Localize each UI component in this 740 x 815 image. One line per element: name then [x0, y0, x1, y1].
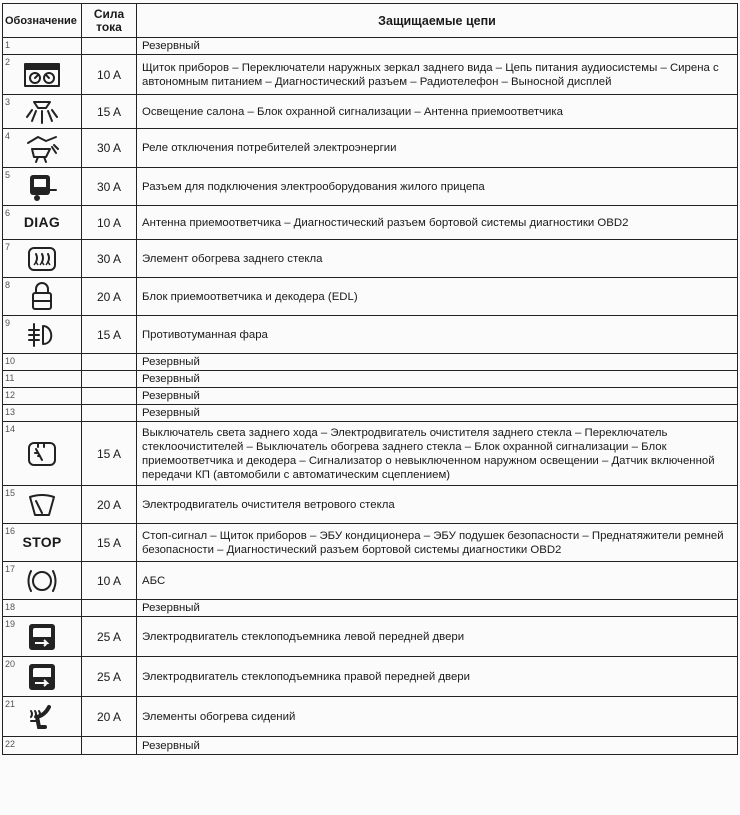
table-row [3, 405, 738, 422]
table-row [3, 240, 738, 278]
fuse-number: 11 [5, 373, 15, 383]
fuse-designation-cell [3, 55, 82, 95]
protected-circuits: Элементы обогрева сидений [137, 697, 738, 737]
table-row [3, 38, 738, 55]
fuse-number: 16 [5, 526, 16, 536]
fuse-designation-cell [3, 737, 82, 755]
protected-circuits: Щиток приборов – Переключатели наружных зеркал заднего вида – Цепь питания аудиосистемы – Сирена с автономным питанием – Диагностический разъем – Радиотелефон – Выносной дисплей [137, 55, 738, 95]
header-designation: Обозначение [3, 4, 82, 38]
protected-circuits: Элемент обогрева заднего стекла [137, 240, 738, 278]
fuse-designation-cell [3, 95, 82, 129]
table-row [3, 206, 738, 240]
fuse-table [2, 3, 738, 755]
table-row [3, 371, 738, 388]
protected-circuits: Резервный [137, 405, 738, 422]
protected-circuits: Стоп-сигнал – Щиток приборов – ЭБУ кондиционера – ЭБУ подушек безопасности – Преднатяжители ремней безопасности – Диагностический разъем бортовой системы диагностики OBD2 [137, 524, 738, 562]
fuse-current [82, 354, 137, 371]
fuse-current: 25 A [82, 617, 137, 657]
fuse-current [82, 600, 137, 617]
fuse-current: 20 A [82, 697, 137, 737]
fuse-designation-cell [3, 240, 82, 278]
protected-circuits: Резервный [137, 371, 738, 388]
left-window-icon [26, 621, 58, 653]
protected-circuits: Электродвигатель очистителя ветрового стекла [137, 486, 738, 524]
table-row [3, 278, 738, 316]
table-row [3, 55, 738, 95]
seat-heater-icon [27, 703, 57, 731]
fuse-current: 30 A [82, 168, 137, 206]
fuse-current: 15 A [82, 95, 137, 129]
fuse-designation-cell [3, 38, 82, 55]
table-row [3, 657, 738, 697]
protected-circuits: Разъем для подключения электрооборудования жилого прицепа [137, 168, 738, 206]
protected-circuits: Реле отключения потребителей электроэнергии [137, 129, 738, 168]
instrument-panel-icon [23, 62, 61, 88]
interior-light-icon [25, 99, 59, 125]
fuse-designation-cell [3, 486, 82, 524]
fuse-designation-cell [3, 600, 82, 617]
fuse-designation-cell [3, 562, 82, 600]
fuse-symbol-label: STOP [22, 533, 62, 550]
fuse-number: 18 [5, 602, 16, 612]
protected-circuits: Резервный [137, 737, 738, 755]
fuse-number: 15 [5, 488, 16, 498]
fuse-current: 20 A [82, 278, 137, 316]
fuse-designation-cell [3, 168, 82, 206]
fuse-designation-cell [3, 524, 82, 562]
protected-circuits: Электродвигатель стеклоподъемника правой передней двери [137, 657, 738, 697]
fuse-number: 1 [5, 40, 11, 50]
fuse-current [82, 371, 137, 388]
fuse-current: 10 A [82, 206, 137, 240]
table-row [3, 354, 738, 371]
fuse-designation-cell [3, 422, 82, 486]
fuse-number: 19 [5, 619, 16, 629]
fuse-number: 9 [5, 318, 11, 328]
fuse-number: 7 [5, 242, 11, 252]
fuse-designation-cell [3, 388, 82, 405]
fuse-number: 8 [5, 280, 11, 290]
fuse-number: 12 [5, 390, 16, 400]
table-row [3, 562, 738, 600]
table-row [3, 388, 738, 405]
trailer-socket-icon [26, 172, 58, 202]
fuse-current: 25 A [82, 657, 137, 697]
fuse-rows [3, 38, 738, 755]
fuse-number: 22 [5, 739, 16, 749]
fuse-current: 15 A [82, 524, 137, 562]
table-row [3, 129, 738, 168]
immobilizer-icon [29, 282, 55, 312]
table-row [3, 486, 738, 524]
table-row [3, 95, 738, 129]
front-wiper-icon [26, 491, 58, 519]
fuse-current: 30 A [82, 129, 137, 168]
fuse-number: 4 [5, 131, 11, 141]
fuse-designation-cell [3, 657, 82, 697]
table-row [3, 737, 738, 755]
table-row [3, 697, 738, 737]
protected-circuits: Блок приемоответчика и декодера (EDL) [137, 278, 738, 316]
fuse-designation-cell [3, 354, 82, 371]
table-row [3, 168, 738, 206]
fuse-number: 17 [5, 564, 16, 574]
abs-icon [25, 565, 59, 597]
fog-light-icon [25, 322, 59, 348]
fuse-number: 10 [5, 356, 16, 366]
fuse-number: 5 [5, 170, 11, 180]
fuse-designation-cell [3, 371, 82, 388]
rear-wiper-icon [26, 440, 58, 468]
protected-circuits: Электродвигатель стеклоподъемника левой передней двери [137, 617, 738, 657]
fuse-current: 10 A [82, 562, 137, 600]
table-row [3, 316, 738, 354]
header-circuits: Защищаемые цепи [137, 4, 738, 38]
table-row [3, 422, 738, 486]
fuse-number: 13 [5, 407, 16, 417]
fuse-current: 10 A [82, 55, 137, 95]
fuse-number: 3 [5, 97, 11, 107]
fuse-designation-cell [3, 316, 82, 354]
protected-circuits: Резервный [137, 388, 738, 405]
protected-circuits: АБС [137, 562, 738, 600]
fuse-symbol-label: DIAG [23, 213, 61, 230]
fuse-current [82, 388, 137, 405]
fuse-current: 15 A [82, 422, 137, 486]
protected-circuits: Резервный [137, 354, 738, 371]
table-row [3, 600, 738, 617]
protected-circuits: Освещение салона – Блок охранной сигнализации – Антенна приемоответчика [137, 95, 738, 129]
fuse-current [82, 737, 137, 755]
protected-circuits: Резервный [137, 38, 738, 55]
fuse-current: 30 A [82, 240, 137, 278]
fuse-current [82, 38, 137, 55]
protected-circuits: Противотуманная фара [137, 316, 738, 354]
protected-circuits: Выключатель света заднего хода – Электродвигатель очистителя заднего стекла – Переключатель стеклоочистителей – Выключатель обогрева заднего стекла – Блок охранной сигнализации – Блок приемоответчика и декодера – Сигнализатор о невыключенном наружном освещении – Датчик включенной передачи КП (автомобили с автоматическим сцеплением) [137, 422, 738, 486]
protected-circuits: Резервный [137, 600, 738, 617]
protected-circuits: Антенна приемоответчика – Диагностический разъем бортовой системы диагностики OBD2 [137, 206, 738, 240]
fuse-number: 14 [5, 424, 16, 434]
power-cutoff-icon [24, 133, 60, 163]
fuse-current: 15 A [82, 316, 137, 354]
fuse-current [82, 405, 137, 422]
fuse-number: 2 [5, 57, 11, 67]
header-row [3, 4, 738, 38]
fuse-number: 21 [5, 699, 16, 709]
fuse-designation-cell [3, 697, 82, 737]
header-current: Сила тока [82, 4, 137, 38]
table-row [3, 524, 738, 562]
rear-defrost-icon [26, 245, 58, 273]
table-row [3, 617, 738, 657]
fuse-designation-cell [3, 206, 82, 240]
fuse-number: 20 [5, 659, 16, 669]
fuse-designation-cell [3, 129, 82, 168]
right-window-icon [26, 661, 58, 693]
fuse-designation-cell [3, 617, 82, 657]
fuse-current: 20 A [82, 486, 137, 524]
fuse-designation-cell [3, 278, 82, 316]
fuse-number: 6 [5, 208, 11, 218]
fuse-designation-cell [3, 405, 82, 422]
